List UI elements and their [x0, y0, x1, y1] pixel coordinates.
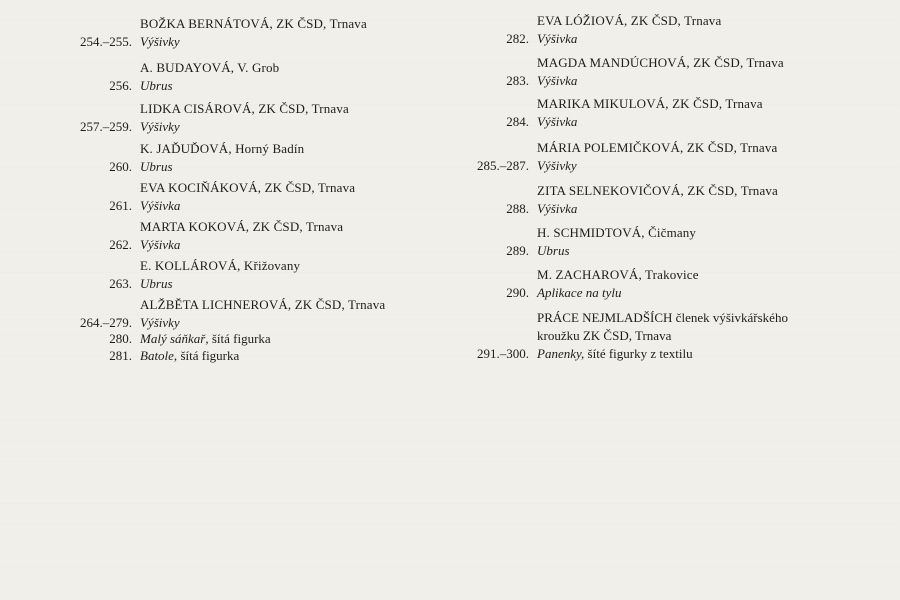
entry-right-4	[477, 139, 900, 175]
catalog-number: 254.–255.	[80, 34, 132, 49]
item-title: Ubrus	[140, 159, 173, 174]
artist-name: MARIKA MIKULOVÁ, ZK ČSD, Trnava	[537, 96, 763, 111]
catalog-number: 283.	[506, 73, 529, 88]
item-line	[506, 284, 900, 302]
item-line	[506, 242, 900, 260]
catalog-number: 281.	[109, 348, 132, 363]
catalog-number: 262.	[109, 237, 132, 252]
item-line	[506, 200, 900, 218]
catalog-number: 280.	[109, 331, 132, 346]
item-line	[506, 113, 900, 131]
item-line	[477, 345, 817, 363]
item-line	[80, 33, 560, 51]
artist-name-line-2: kroužku ZK ČSD, Trnava	[537, 328, 672, 343]
artist-name: A. BUDAYOVÁ, V. Grob	[140, 60, 280, 75]
catalog-number: 261.	[109, 198, 132, 213]
item-title: Batole,	[140, 348, 178, 363]
item-title: Výšivka	[537, 201, 578, 216]
artist-name-line-1: PRÁCE NEJMLADŠÍCH členek výšivkářského	[537, 310, 788, 325]
artist-name: MARTA KOKOVÁ, ZK ČSD, Trnava	[140, 219, 344, 234]
entry-left-8	[80, 296, 560, 332]
artist-name: H. SCHMIDTOVÁ, Čičmany	[537, 225, 697, 240]
item-title: Výšivka	[140, 237, 181, 252]
item-title: Ubrus	[537, 243, 570, 258]
item-line	[109, 197, 560, 215]
item-title: Panenky,	[537, 346, 585, 361]
entry-right-8	[477, 309, 817, 363]
catalog-number: 263.	[109, 276, 132, 291]
item-title: Výšivky	[140, 315, 180, 330]
artist-name: ALŽBĚTA LICHNEROVÁ, ZK ČSD, Trnava	[140, 297, 386, 312]
entry-left-7	[109, 257, 560, 293]
artist-name: K. JAĎUĎOVÁ, Horný Badín	[140, 141, 305, 156]
left-extra-1	[109, 330, 271, 348]
catalog-number: 284.	[506, 114, 529, 129]
item-line	[80, 118, 560, 136]
entry-right-1	[506, 12, 900, 48]
artist-name: M. ZACHAROVÁ, Trakovice	[537, 267, 699, 282]
entry-right-7	[506, 266, 900, 302]
catalog-number: 285.–287.	[477, 158, 529, 173]
catalog-number: 290.	[506, 285, 529, 300]
entry-right-5	[506, 182, 900, 218]
artist-name: MÁRIA POLEMIČKOVÁ, ZK ČSD, Trnava	[537, 140, 778, 155]
catalog-number: 256.	[109, 78, 132, 93]
item-title: Výšivky	[140, 34, 180, 49]
item-title: Výšivky	[140, 119, 180, 134]
item-title: Malý sáňkař,	[140, 331, 209, 346]
artist-name: MAGDA MANDÚCHOVÁ, ZK ČSD, Trnava	[537, 55, 784, 70]
item-title: Výšivka	[537, 73, 578, 88]
artist-name: LIDKA CISÁROVÁ, ZK ČSD, Trnava	[140, 101, 349, 116]
entry-right-6	[506, 224, 900, 260]
catalog-number: 260.	[109, 159, 132, 174]
entry-left-1	[80, 15, 560, 51]
catalog-number: 257.–259.	[80, 119, 132, 134]
item-line	[109, 275, 560, 293]
item-title: Ubrus	[140, 78, 173, 93]
entry-left-3	[80, 100, 560, 136]
item-title: Výšivka	[140, 198, 181, 213]
entry-left-2	[109, 59, 560, 95]
item-title: Výšivka	[537, 114, 578, 129]
entry-right-3	[506, 95, 900, 131]
artist-name: E. KOLLÁROVÁ, Křižovany	[140, 258, 301, 273]
item-line	[109, 77, 560, 95]
item-title: Aplikace na tylu	[537, 285, 622, 300]
item-description: šítá figurka	[180, 348, 240, 363]
entry-right-2	[506, 54, 900, 90]
item-title: Výšivka	[537, 31, 578, 46]
item-title: Ubrus	[140, 276, 173, 291]
entry-left-6	[109, 218, 560, 254]
item-line	[506, 30, 900, 48]
catalog-number: 288.	[506, 201, 529, 216]
catalog-number: 291.–300.	[477, 346, 529, 361]
item-line	[506, 72, 900, 90]
catalog-number: 264.–279.	[80, 315, 132, 330]
item-title: Výšivky	[537, 158, 577, 173]
item-line	[477, 157, 900, 175]
catalog-number: 282.	[506, 31, 529, 46]
artist-name: EVA LÓŽIOVÁ, ZK ČSD, Trnava	[537, 13, 722, 28]
item-description: šíté figurky z textilu	[587, 346, 693, 361]
item-description: šítá figurka	[211, 331, 271, 346]
catalog-number: 289.	[506, 243, 529, 258]
entry-left-5	[109, 179, 560, 215]
artist-name: ZITA SELNEKOVIČOVÁ, ZK ČSD, Trnava	[537, 183, 778, 198]
artist-name: EVA KOCIŇÁKOVÁ, ZK ČSD, Trnava	[140, 180, 356, 195]
left-extra-2	[109, 347, 240, 365]
artist-name: BOŽKA BERNÁTOVÁ, ZK ČSD, Trnava	[140, 16, 367, 31]
item-line	[109, 236, 560, 254]
